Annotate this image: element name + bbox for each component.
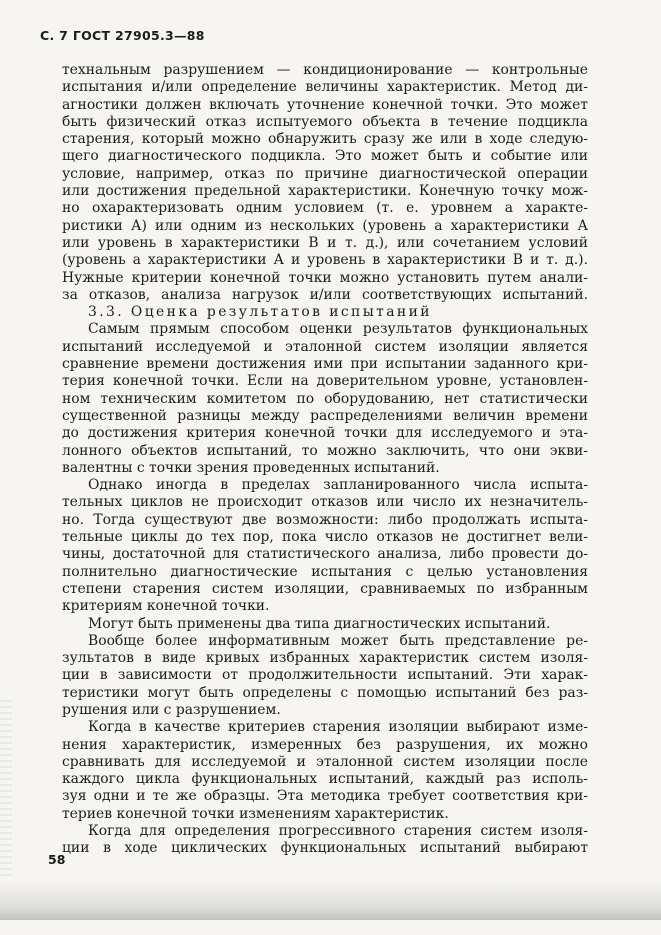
text-line: терия конечной точки. Если на доверительном уровне, установлен- [62, 373, 588, 390]
text-line: териев конечной точки изменениям характеристик. [62, 805, 449, 822]
text-line: зультатов в виде кривых избранных характеристик систем изоля- [62, 650, 588, 667]
text-line: критериям конечной точки. [62, 598, 270, 615]
scan-edge-noise [0, 700, 12, 880]
text-line: тельных циклов не происходит отказов или число их незначитель- [62, 494, 588, 511]
text-line: нения характеристик, измеренных без разрушения, их можно [62, 736, 588, 753]
text-line: щего диагностического подцикла. Это может быть и событие или [62, 148, 588, 165]
page-number: 58 [48, 852, 66, 867]
text-line: каждого цикла функциональных испытаний, каждый раз исполь- [62, 771, 588, 788]
text-line: Самым прямым способом оценки результатов функциональных [88, 321, 588, 338]
scan-bottom-shadow [0, 880, 661, 920]
text-line: испытаний исследуемой и эталонной систем изоляции является [62, 338, 588, 355]
text-line: Вообще более информативным может быть представление ре- [88, 632, 588, 649]
text-line: ции в ходе циклических функциональных испытаний выбирают [62, 840, 588, 857]
text-line: сравнение времени достижения ими при испытании заданного кри- [62, 356, 588, 373]
text-line: (уровень а характеристики А и уровень в характеристики В и т. д.). [62, 252, 588, 269]
text-line: зуя одни и те же образцы. Эта методика требует соответствия кри- [62, 788, 588, 805]
text-line: условие, например, отказ по причине диагностической операции [62, 165, 588, 182]
text-line: за отказов, анализа нагрузок и/или соответствующих испытаний. [62, 286, 588, 303]
paragraph-4 [62, 616, 588, 633]
text-line: быть физический отказ испытуемого объекта в течение подцикла [62, 113, 588, 130]
text-line: теристики могут быть определены с помощью испытаний без раз- [62, 684, 588, 701]
paragraph-2 [62, 321, 588, 477]
page-header: С. 7 ГОСТ 27905.3—88 [40, 28, 205, 43]
text-line: рушения или с разрушением. [62, 701, 281, 718]
text-line: ции в зависимости от продолжительности испытаний. Эти харак- [62, 667, 588, 684]
text-line: Могут быть применены два типа диагностических испытаний. [88, 615, 551, 632]
text-line: степени старения систем изоляции, сравниваемых по избранным [62, 580, 588, 597]
text-line: валентны с точки зрения проведенных испытаний. [62, 459, 440, 476]
paragraph-1 [62, 62, 588, 304]
text-line: или уровень в характеристики В и т. д.), или сочетанием условий [62, 234, 588, 251]
text-line: но. Тогда существуют две возможности: либо продолжать испыта- [62, 511, 588, 528]
text-line: сравнивать для исследуемой и эталонной систем изоляции после [62, 753, 588, 770]
text-line: ном техническим комитетом по оборудованию, нет статистически [62, 390, 588, 407]
text-line: испытания и/или определение величины характеристик. Метод ди- [62, 79, 588, 96]
text-line: старения, который можно обнаружить сразу же или в ходе следую- [62, 131, 588, 148]
text-line: до достижения критерия конечной точки для исследуемого и эта- [62, 425, 588, 442]
text-line: тельные циклы до тех пор, пока число отказов не достигнет вели- [62, 529, 588, 546]
text-line: Нужные критерии конечной точки можно установить путем анали- [62, 269, 588, 286]
paragraph-3 [62, 477, 588, 615]
text-line: существенной разницы между распределениями величин времени [62, 407, 588, 424]
paragraph-7 [62, 823, 588, 858]
text-line: но охарактеризовать одним условием (т. е. уровнем а характе- [62, 200, 588, 217]
section-heading: 3.3. Оценка результатов испытаний [88, 304, 432, 321]
text-line: полнительно диагностические испытания с целью установления [62, 563, 588, 580]
text-line: Однако иногда в пределах запланированного числа испыта- [88, 477, 588, 494]
text-line: Когда в качестве критериев старения изоляции выбирают изме- [88, 719, 588, 736]
text-line: чины, достаточной для статистического анализа, либо провести до- [62, 546, 588, 563]
text-line: ристики А) или одним из нескольких (уровень а характеристики А [62, 217, 588, 234]
text-line: лонного объектов испытаний, то можно заключить, что они экви- [62, 442, 588, 459]
text-line: технальным разрушением — кондиционирование — контрольные [62, 62, 588, 78]
text-line: или достижения предельной характеристики. Конечную точку мож- [62, 183, 588, 200]
paragraph-6 [62, 719, 588, 823]
paragraph-5 [62, 633, 588, 719]
text-line: Когда для определения прогрессивного старения систем изоля- [88, 823, 588, 840]
section-heading-3-3 [62, 304, 588, 321]
body-text [62, 62, 588, 858]
text-line: агностики должен включать уточнение конечной точки. Это может [62, 96, 588, 113]
